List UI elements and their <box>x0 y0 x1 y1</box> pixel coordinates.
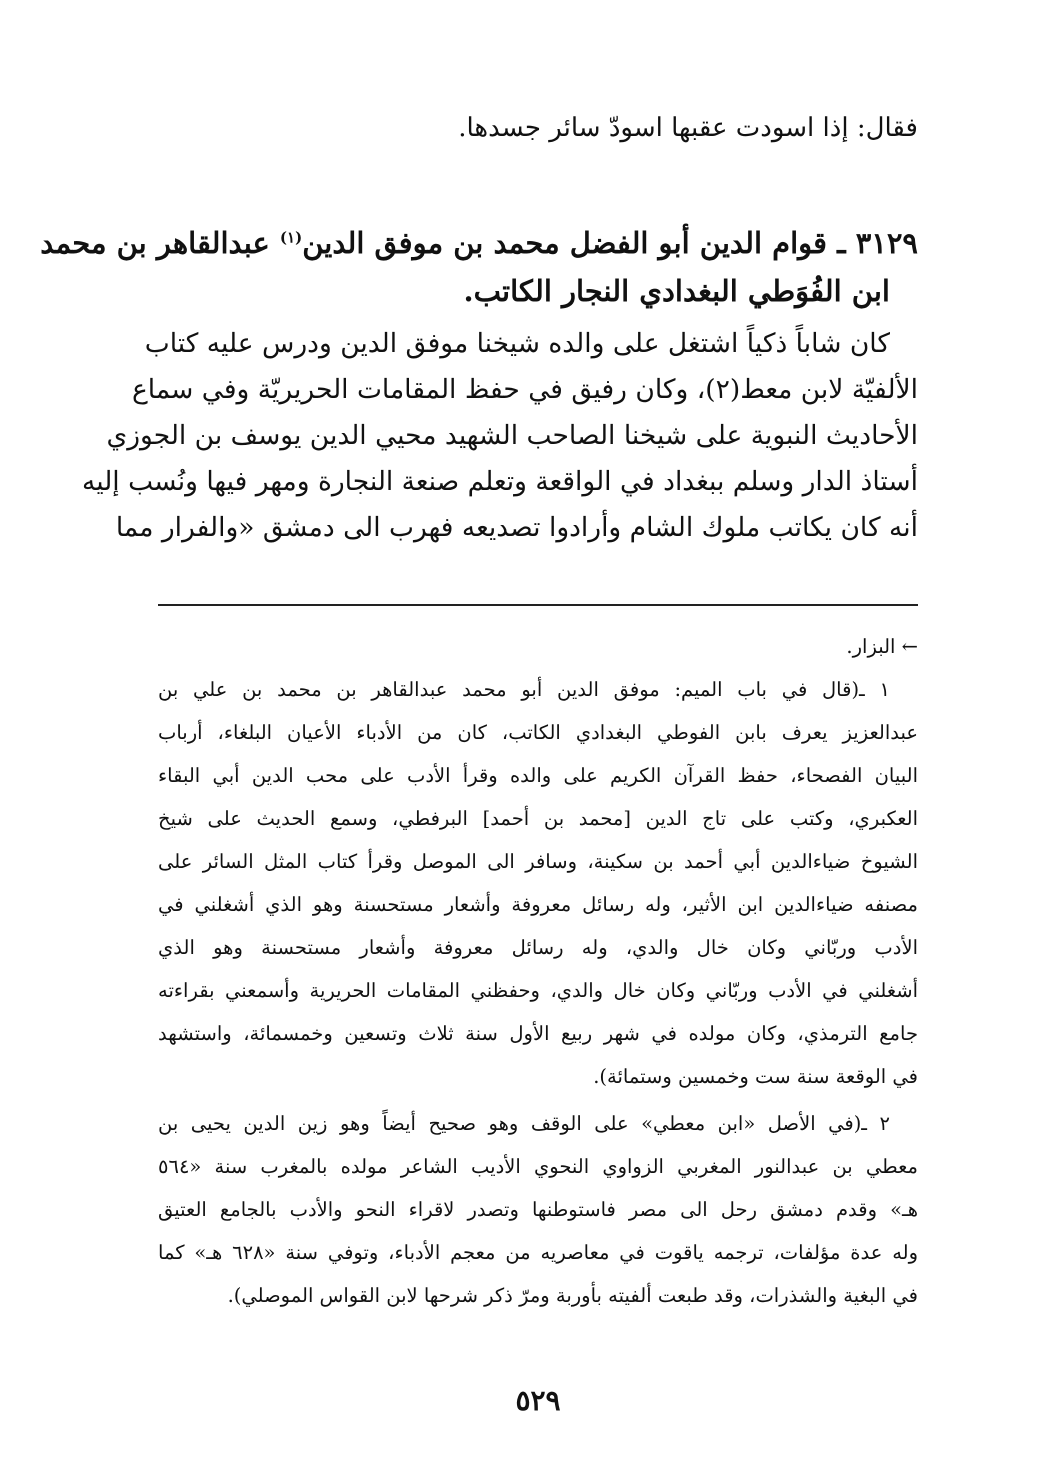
footnote-1-line: في الوقعة سنة ست وخمسين وستمائة). <box>593 1065 918 1088</box>
body-line: أنه كان يكاتب ملوك الشام وأرادوا تصديعه فهرب الى دمشق «والفرار مما <box>115 512 918 543</box>
book-page <box>40 0 919 1475</box>
footnote-1-line: البيان الفصحاء، حفظ القرآن الكريم على والده وقرأ الأدب على محب الدين أبي البقاء <box>158 764 918 787</box>
entry-number: ٣١٢٩ <box>855 226 918 260</box>
body-line: الألفيّة لابن معط(٢)، وكان رفيق في حفظ المقامات الحريريّة وفي سماع <box>131 374 918 405</box>
footnote-2-line: معطي بن عبدالنور المغربي الزواوي النحوي الأديب الشاعر مولده بالمغرب سنة «٥٦٤ <box>158 1155 918 1178</box>
footnote-2-line: في البغية والشذرات، وقد طبعت ألفيته بأوربة ومرّ ذكر شرحها لابن القواس الموصلي). <box>227 1284 918 1307</box>
footnote-ref-1: (١) <box>279 228 303 247</box>
page-number: ٥٢٩ <box>515 1384 561 1417</box>
footnote-separator <box>158 604 918 606</box>
footnote-1-line: الأدب وربّاني وكان خال والدي، وله رسائل معروفة وأشعار مستحسنة وهو الذي <box>158 936 918 959</box>
entry-heading-line-1 <box>40 220 918 266</box>
footnote-1-line: جامع الترمذي، وكان مولده في شهر ربيع الأول سنة ثلاث وتسعين وخمسمائة، واستشهد <box>158 1022 918 1045</box>
footnote-1-line: الشيوخ ضياءالدين أبي أحمد بن سكينة، وسافر الى الموصل وقرأ كتاب المثل السائر على <box>158 850 918 873</box>
intro-line: فقال: إذا اسودت عقبها اسودّ سائر جسدها. <box>458 113 918 143</box>
body-line: الأحاديث النبوية على شيخنا الصاحب الشهيد محيي الدين يوسف بن الجوزي <box>106 420 918 451</box>
footnote-1-line: عبدالعزيز يعرف بابن الفوطي البغدادي الكاتب، كان من الأدباء الأعيان البلغاء، أرباب <box>158 721 918 744</box>
footnote-2-line: هـ» وقدم دمشق رحل الى مصر فاستوطنها وتصدر لاقراء النحو والأدب بالجامع العتيق <box>158 1198 918 1221</box>
footnote-1-line: العكبري، وكتب على تاج الدين [محمد بن أحمد] البرفطي، وسمع الحديث على شيخ <box>158 807 918 830</box>
entry-heading-text: ـ قوام الدين أبو الفضل محمد بن موفق الدين <box>302 226 846 260</box>
body-line: أستاذ الدار وسلم ببغداد في الواقعة وتعلم صنعة النجارة ومهر فيها ونُسب إليه <box>82 466 918 497</box>
footnote-2-line: ٢ ـ(في الأصل «ابن معطي» على الوقف وهو صحيح أيضاً وهو زين الدين يحيى بن <box>158 1112 890 1135</box>
body-line: كان شاباً ذكياً اشتغل على والده شيخنا موفق الدين ودرس عليه كتاب <box>144 328 890 359</box>
footnote-carryover: ← البزار. <box>846 635 918 658</box>
footnote-1-line: ١ ـ(قال في باب الميم: موفق الدين أبو محمد عبدالقاهر بن محمد بن علي بن <box>158 678 890 701</box>
entry-heading-tail: عبدالقاهر بن محمد <box>40 226 280 260</box>
footnote-2-line: وله عدة مؤلفات، ترجمه ياقوت في معاصريه من معجم الأدباء، وتوفي سنة «٦٢٨ هـ» كما <box>158 1241 919 1264</box>
footnote-1-line: مصنفه ضياءالدين ابن الأثير، وله رسائل معروفة وأشعار مستحسنة وهو الذي أشغلني في <box>158 893 918 916</box>
footnote-1-line: أشغلني في الأدب وربّاني وكان خال والدي، وحفظني المقامات الحريرية وأسمعني بقراءته <box>158 979 918 1002</box>
entry-heading-line-2: ابن الفُوَطي البغدادي النجار الكاتب. <box>463 274 890 308</box>
